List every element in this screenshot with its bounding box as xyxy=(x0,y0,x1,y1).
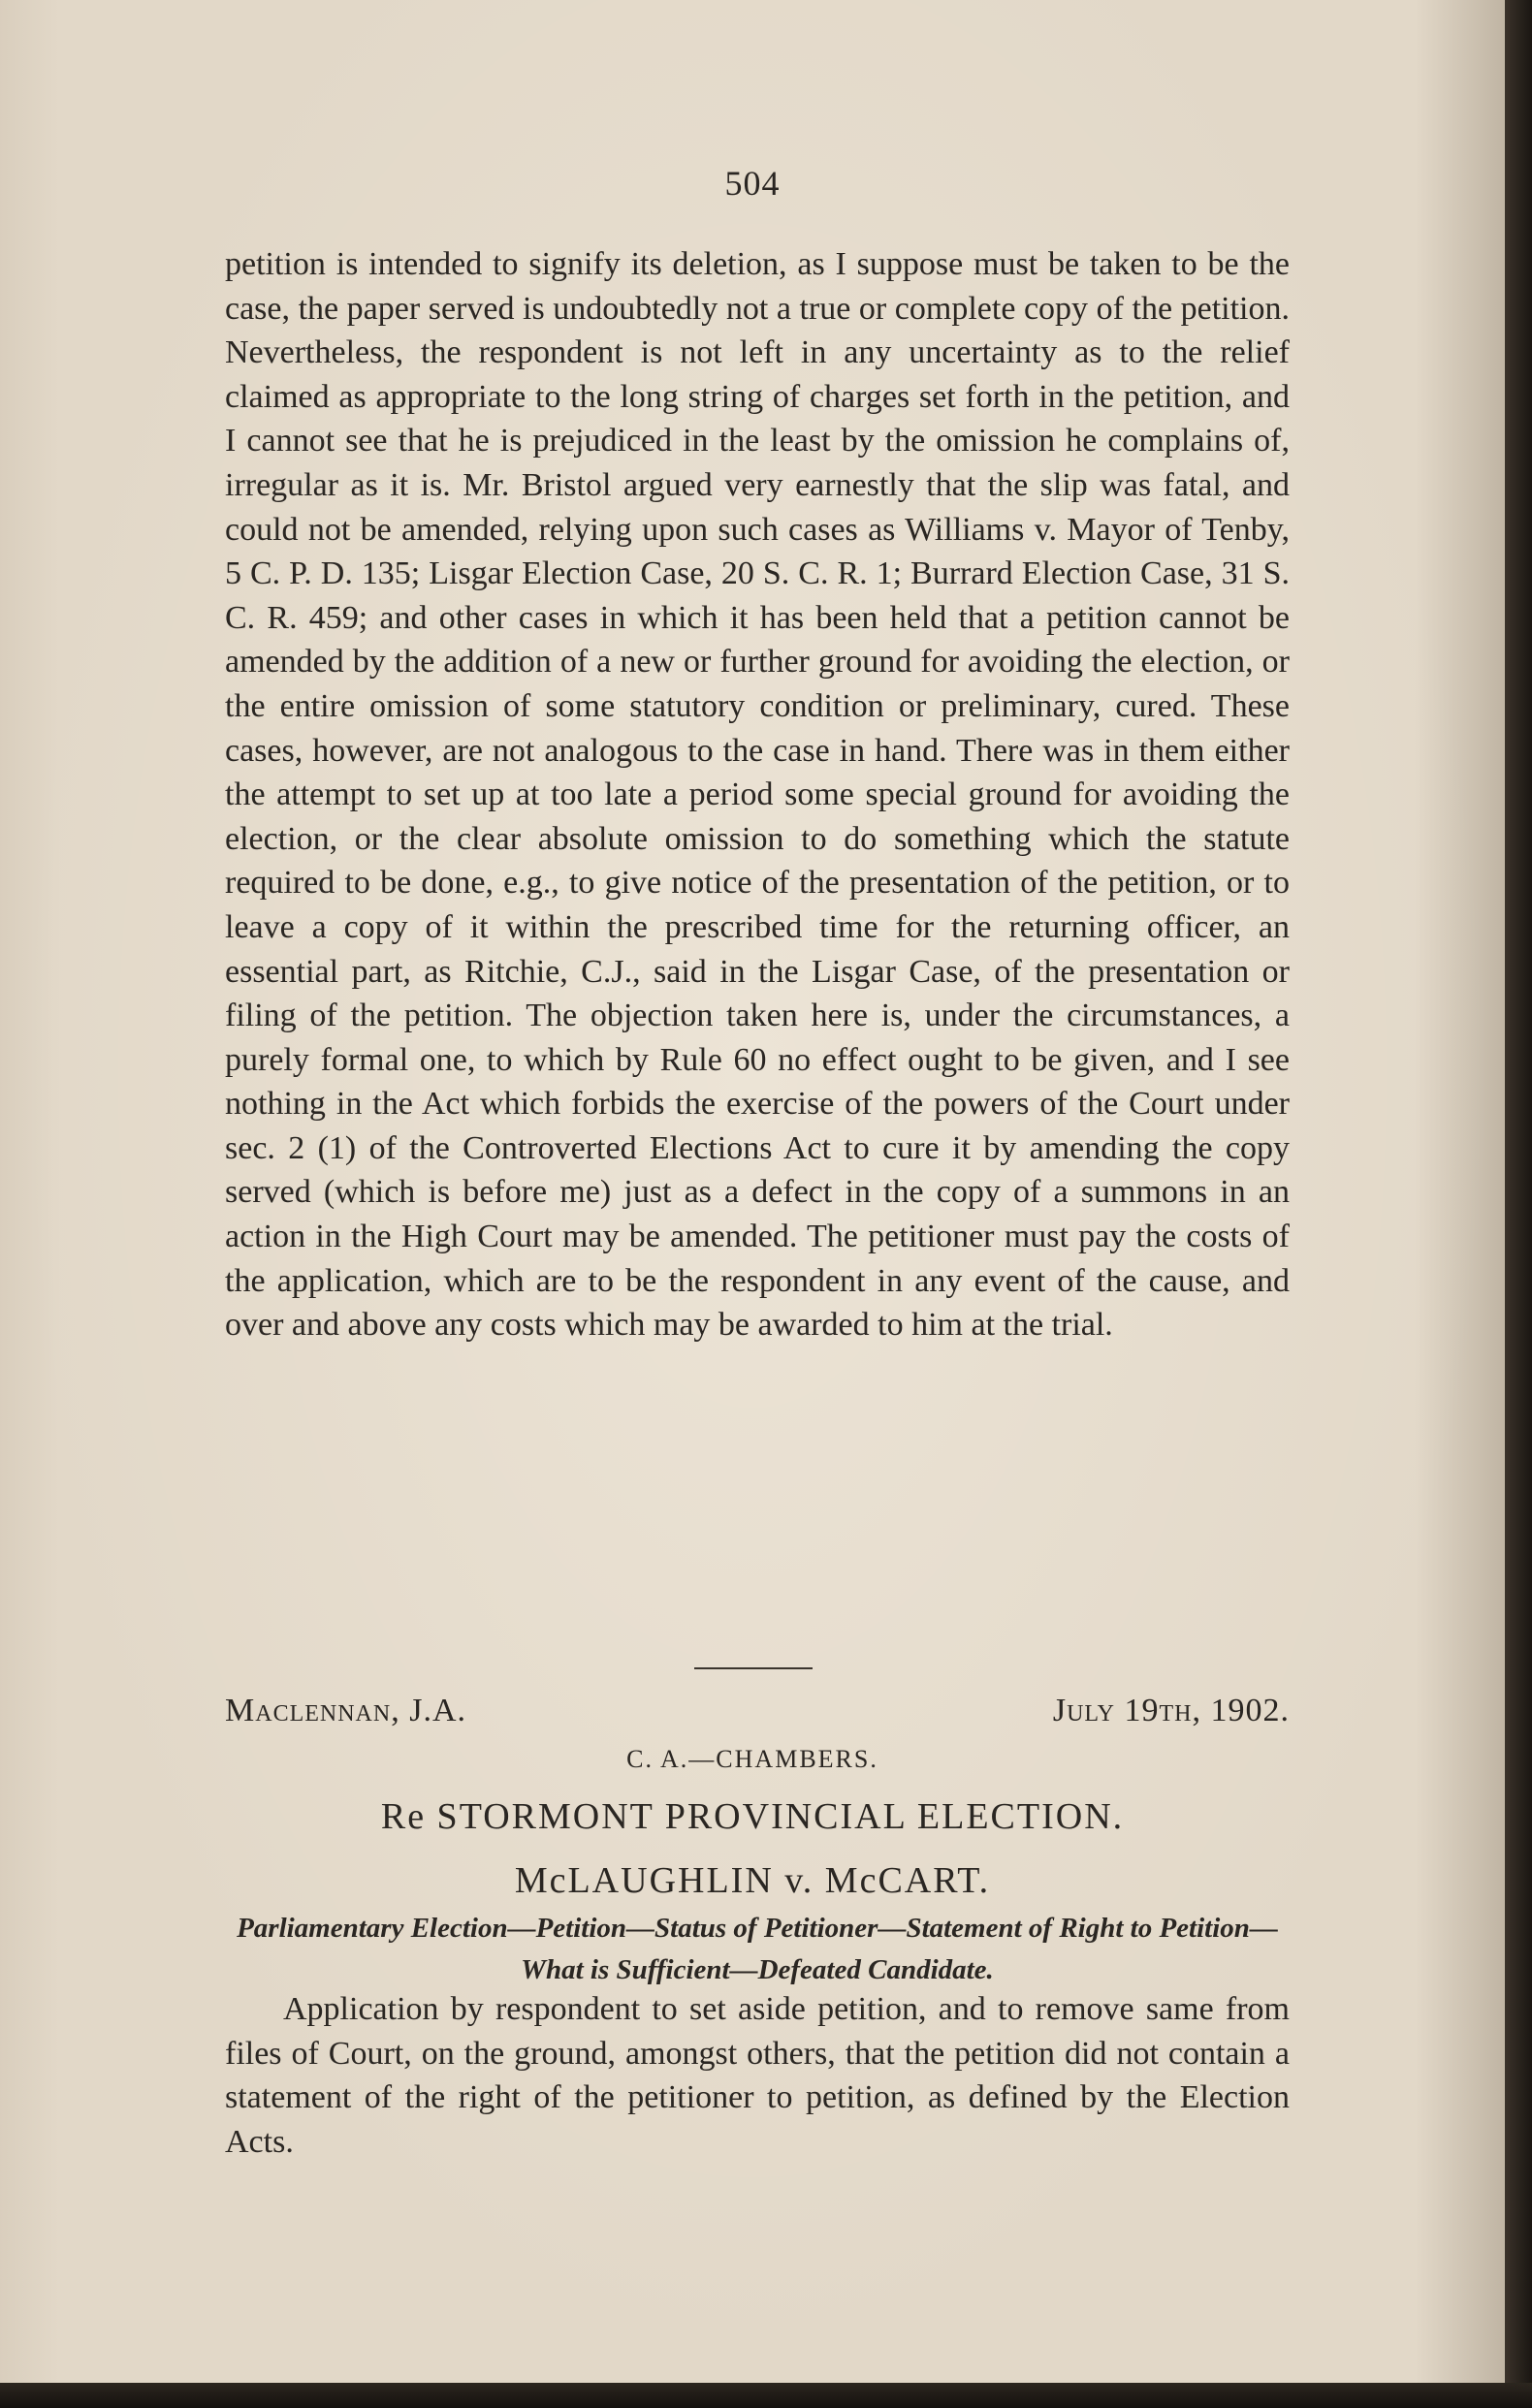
book-spine-shadow xyxy=(1505,0,1532,2408)
decision-date: July 19th, 1902. xyxy=(1052,1693,1290,1728)
court-heading: C. A.—CHAMBERS. xyxy=(626,1745,878,1773)
case-parties: McLAUGHLIN v. McCART. xyxy=(514,1860,991,1901)
headnote: Parliamentary Election—Petition—Status of Petitioner—Statement of Right to Petition—What is Sufficient—Defeated Candidate. xyxy=(237,1913,1278,1985)
section-divider xyxy=(694,1667,813,1669)
case-summary: Application by respondent to set aside petition, and to remove same from files of Court, on the ground, amongst others, that the petition did not contain a statement of the right of the petitioner to petition, as defined by the Election Acts. xyxy=(225,1991,1290,2160)
body-paragraph: petition is intended to signify its deletion, as I suppose must be taken to be the case, the paper served is undoubtedly not a true or complete copy of the petition. Nevertheless, the respondent is not left in any uncertainty as to the relief claimed as appropriate to the long string of charges set forth in the petition, and I cannot see that he is prejudiced in the least by the omission he complains of, irregular as it is. Mr. Bristol argued very earnestly that the slip was fatal, and could not be amended, relying upon such cases as Williams v. Mayor of Tenby, 5 C. P. D. 135; Lisgar Election Case, 20 S. C. R. 1; Burrard Election Case, 31 S. C. R. 459; and other cases in which it has been held that a petition cannot be amended by the addition of a new or further ground for avoiding the election, or the entire omission of some statutory condition or preliminary, cured. These cases, however, are not analogous to the case in hand. There was in them either the attempt to set up at too late a period some special ground for avoiding the election, or the clear absolute omission to do something which the statute required to be done, e.g., to give notice of the presentation of the petition, or to leave a copy of it within the prescribed time for the returning officer, an essential part, as Ritchie, C.J., said in the Lisgar Case, of the presentation or filing of the petition. The objection taken here is, under the circumstances, a purely formal one, to which by Rule 60 no effect ought to be given, and I see nothing in the Act which forbids the exercise of the powers of the Court under sec. 2 (1) of the Controverted Elections Act to cure it by amending the copy served (which is before me) just as a defect in the copy of a summons in an action in the High Court may be amended. The petitioner must pay the costs of the application, which are to be the respondent in any event of the cause, and over and above any costs which may be awarded to him at the trial. xyxy=(225,246,1290,1344)
judge-date-line xyxy=(225,1685,1290,1743)
case-title: Re STORMONT PROVINCIAL ELECTION. xyxy=(380,1796,1125,1837)
page-number: 504 xyxy=(724,164,781,203)
page-bottom-shadow xyxy=(0,2383,1532,2408)
judge-name: Maclennan, J.A. xyxy=(225,1693,467,1728)
